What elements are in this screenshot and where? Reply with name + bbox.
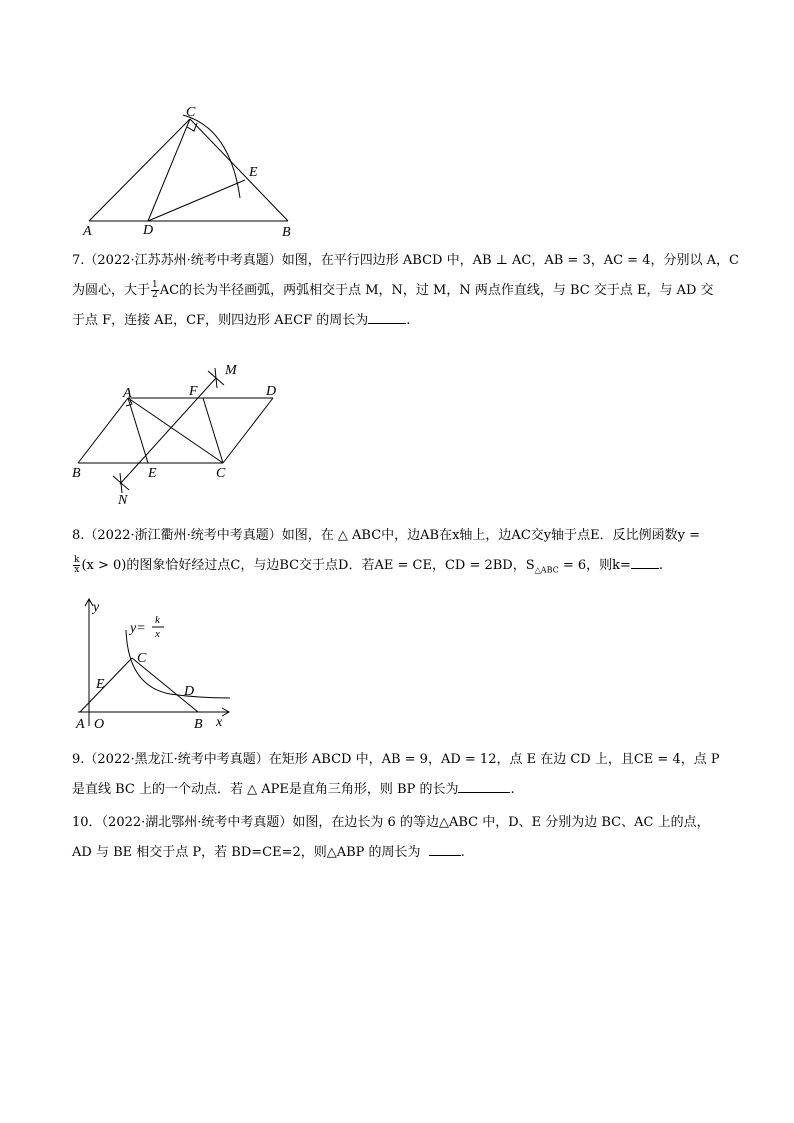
question-9 xyxy=(72,745,752,805)
axis-label-x: x xyxy=(216,715,223,730)
label-B: B xyxy=(282,225,291,240)
segment-cb xyxy=(190,119,288,221)
segment-ab xyxy=(78,398,128,463)
segment-ac xyxy=(89,119,190,221)
label-D: D xyxy=(266,384,277,399)
label-M: M xyxy=(225,363,237,378)
segment-dc xyxy=(223,398,273,463)
q7-line-3: 于点 F，连接 AE，CF，则四边形 AECF 的周长为 . xyxy=(72,306,752,336)
answer-blank[interactable] xyxy=(429,841,461,856)
q10-line-1: 10．（2022·湖北鄂州·统考中考真题）如图，在边长为 6 的等边△ABC 中，D、E 分别为边 BC、AC 上的点， xyxy=(72,815,710,830)
answer-blank[interactable] xyxy=(631,554,659,569)
segment-ac xyxy=(128,398,223,463)
label-B: B xyxy=(194,717,203,732)
q8-line-1: 8.（2022·浙江衢州·统考中考真题）如图，在 △ ABC中，边AB在x轴上，边AC交y轴于点E．反比例函数y = xyxy=(72,528,700,543)
label-A: A xyxy=(83,224,92,239)
label-E: E xyxy=(148,466,157,481)
figure-q6 xyxy=(80,100,300,240)
label-B: B xyxy=(72,466,81,481)
q10-line-2: AD 与 BE 相交于点 P，若 BD=CE=2，则△ABP 的周长为 . xyxy=(72,838,752,868)
label-O: O xyxy=(94,717,105,732)
fraction-k-over-x: $\frac{k}{x}$ xyxy=(74,555,80,575)
segment-ae xyxy=(128,398,148,463)
label-N: N xyxy=(118,493,128,508)
curve-label-den: x xyxy=(155,628,160,640)
figure-q7 xyxy=(68,356,288,506)
label-D: D xyxy=(143,223,154,238)
q9-line-2: 是直线 BC 上的一个动点．若 △ APE是直角三角形，则 BP 的长为 . xyxy=(72,775,752,805)
label-E: E xyxy=(249,165,258,180)
arc-m xyxy=(208,368,224,388)
segment-fc xyxy=(203,398,223,463)
q7-line-1: 7.（2022·江苏苏州·统考中考真题）如图，在平行四边形 ABCD 中，AB ⊥ AC，AB = 3，AC = 4，分别以 A，C xyxy=(72,253,739,268)
question-8 xyxy=(72,521,752,586)
label-D: D xyxy=(184,684,195,699)
curve-label-eq: y= xyxy=(130,621,146,636)
q7-line-2: 为圆心，大于 $\frac{1}{2}$ AC的长为半径画弧，两弧相交于点 M，N，过 M，N 两点作直线，与 BC 交于点 E，与 AD 交 xyxy=(72,280,714,300)
fraction-one-half: $\frac{1}{2}$ xyxy=(152,280,158,300)
curve-label-num: k xyxy=(155,614,160,626)
question-10 xyxy=(72,808,752,868)
line-mn xyxy=(120,378,216,484)
question-7 xyxy=(72,246,752,336)
label-C: C xyxy=(186,105,196,120)
label-E: E xyxy=(96,677,105,692)
segment-ac xyxy=(80,658,132,712)
label-C: C xyxy=(137,651,147,666)
q9-line-1: 9.（2022·黑龙江·统考中考真题）在矩形 ABCD 中，AB = 9，AD = 12，点 E 在边 CD 上，且CE = 4，点 P xyxy=(72,752,720,767)
axis-label-y: y xyxy=(93,600,100,615)
answer-blank[interactable] xyxy=(368,309,406,324)
figure-q8 xyxy=(70,596,245,736)
label-C: C xyxy=(216,466,226,481)
label-A: A xyxy=(123,386,132,401)
label-F: F xyxy=(189,384,198,399)
label-A: A xyxy=(76,717,85,732)
answer-blank[interactable] xyxy=(458,778,510,793)
q8-line-2: $\frac{k}{x}$ (x > 0)的图象恰好经过点C，与边BC交于点D．若AE = CE，CD = 2BD，$S_{\triangle ABC} = 6$，则k= . xyxy=(74,555,664,575)
